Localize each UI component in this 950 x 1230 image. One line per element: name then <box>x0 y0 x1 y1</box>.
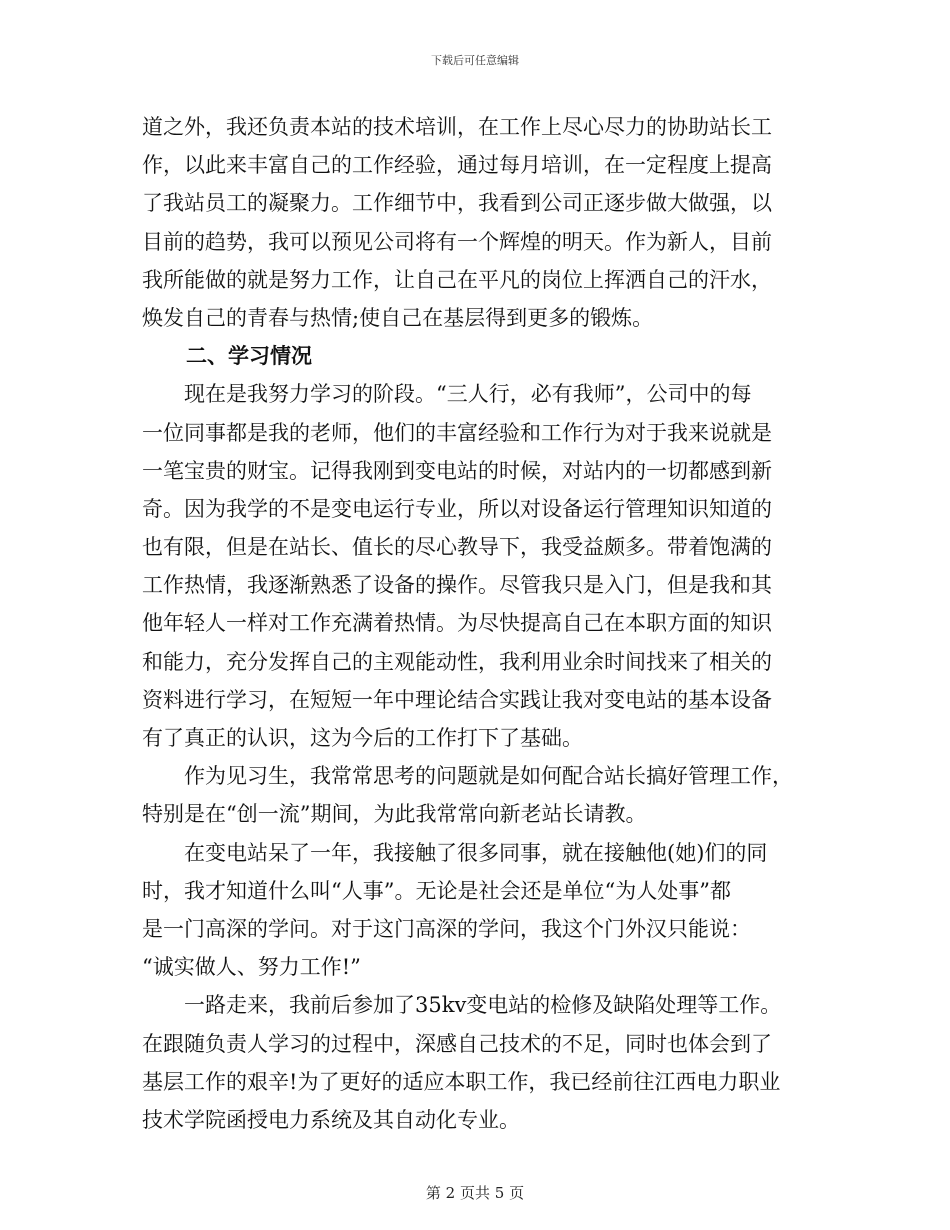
section-heading: 二、学习情况 <box>186 344 312 369</box>
text-line: 一路走来，我前后参加了35kv变电站的检修及缺陷处理等工作。 <box>184 993 782 1018</box>
text-line: 和能力，充分发挥自己的主观能动性，我利用业余时间找来了相关的 <box>142 649 772 674</box>
text-line: 资料进行学习，在短短一年中理论结合实践让我对变电站的基本设备 <box>142 687 772 712</box>
document-body <box>142 108 810 1139</box>
text-line: 工作热情，我逐渐熟悉了设备的操作。尽管我只是入门，但是我和其 <box>142 573 772 598</box>
text-line: 有了真正的认识，这为今后的工作打下了基础。 <box>142 726 583 750</box>
text-line: 现在是我努力学习的阶段。“三人行，必有我师”，公司中的每 <box>184 382 752 407</box>
text-line: 道之外，我还负责本站的技术培训，在工作上尽心尽力的协助站长工 <box>142 115 772 139</box>
text-line: 在跟随负责人学习的过程中，深感自己技术的不足，同时也体会到了 <box>142 1031 772 1056</box>
text-line: 作为见习生，我常常思考的问题就是如何配合站长搞好管理工作， <box>184 764 793 789</box>
text-line: 时，我才知道什么叫“人事”。无论是社会还是单位“为人处事”都 <box>142 878 731 903</box>
text-line: 作，以此来丰富自己的工作经验，通过每月培训，在一定程度上提高 <box>142 153 772 178</box>
text-line: 基层工作的艰辛!为了更好的适应本职工作，我已经前往江西电力职业 <box>142 1069 781 1094</box>
text-line: 奇。因为我学的不是变电运行专业，所以对设备运行管理知识知道的 <box>142 496 772 521</box>
text-line: 是一门高深的学问。对于这门高深的学问，我这个门外汉只能说： <box>142 916 751 941</box>
text-line: 也有限，但是在站长、值长的尽心教导下，我受益颇多。带着饱满的 <box>142 535 772 560</box>
page-footer: 第 2 页共 5 页 <box>425 1184 525 1202</box>
text-line: 我所能做的就是努力工作，让自己在平凡的岗位上挥洒自己的汗水， <box>142 267 772 292</box>
text-line: 特别是在“创一流”期间，为此我常常向新老站长请教。 <box>142 802 647 827</box>
text-line: “诚实做人、努力工作!” <box>142 955 361 980</box>
page-header: 下载后可任意编辑 <box>431 54 519 67</box>
text-line: 目前的趋势，我可以预见公司将有一个辉煌的明天。作为新人，目前 <box>142 229 772 254</box>
text-line: 在变电站呆了一年，我接触了很多同事，就在接触他(她)们的同 <box>184 840 768 865</box>
text-line: 技术学院函授电力系统及其自动化专业。 <box>142 1107 520 1132</box>
text-line: 一笔宝贵的财宝。记得我刚到变电站的时候，对站内的一切都感到新 <box>142 458 772 483</box>
text-line: 焕发自己的青春与热情;使自己在基层得到更多的锻炼。 <box>142 305 654 330</box>
text-line: 一位同事都是我的老师，他们的丰富经验和工作行为对于我来说就是 <box>142 420 772 445</box>
text-line: 了我站员工的凝聚力。工作细节中，我看到公司正逐步做大做强，以 <box>142 191 772 216</box>
text-line: 他年轻人一样对工作充满着热情。为尽快提高自己在本职方面的知识 <box>142 611 772 636</box>
